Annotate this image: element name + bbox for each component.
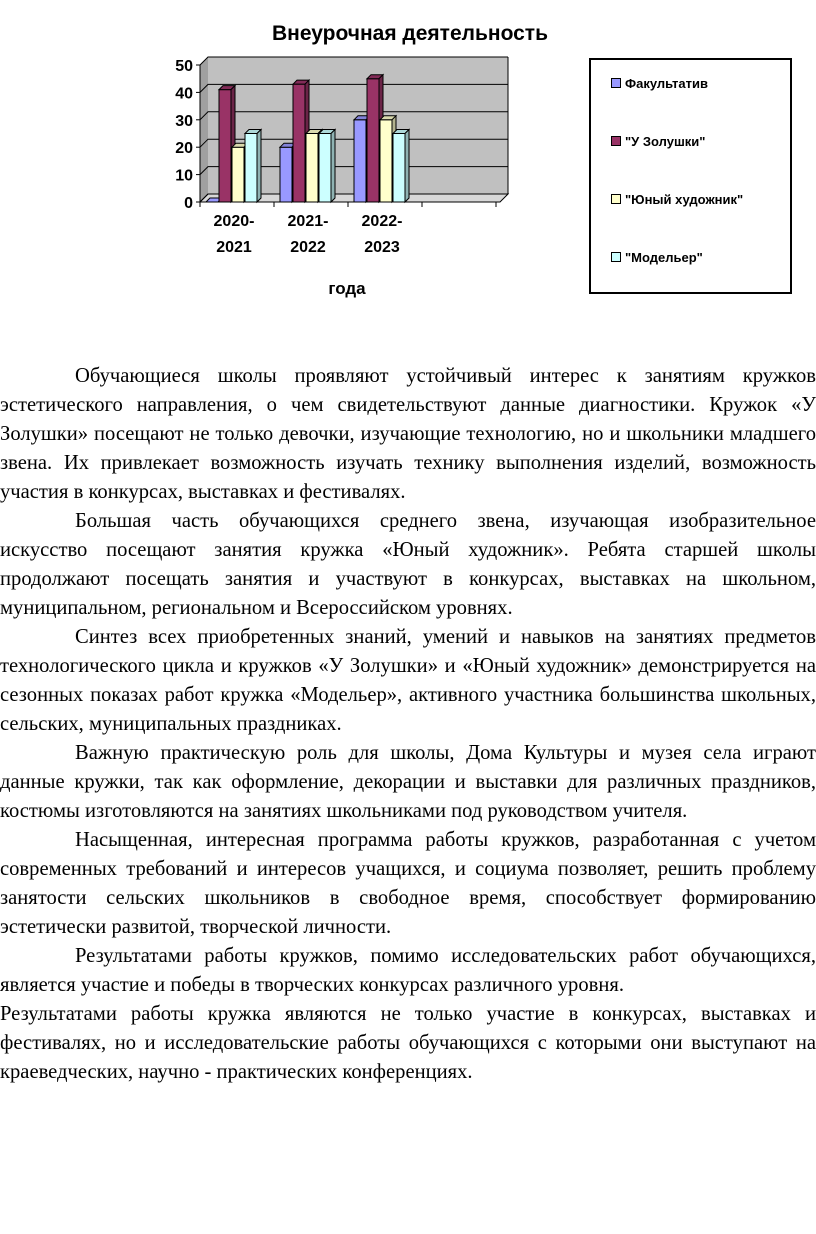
legend-swatch bbox=[611, 194, 621, 204]
x-tick-label: 2021 bbox=[216, 239, 252, 256]
legend-label: "Юный художник" bbox=[625, 192, 744, 207]
x-axis-title: года bbox=[328, 279, 366, 298]
legend-swatch bbox=[611, 136, 621, 146]
legend-item bbox=[611, 192, 743, 207]
y-tick-label: 30 bbox=[175, 112, 193, 130]
plot-side-wall bbox=[200, 57, 208, 202]
x-tick-label: 2021- bbox=[287, 213, 329, 230]
y-tick-label: 10 bbox=[175, 167, 193, 185]
paragraph: Важную практическую роль для школы, Дома Культуры и музея села играют данные кружки, так как оформление, декорации и выставки для различных праздников, костюмы изготовляются на занятиях школьниками под руководством учителя. bbox=[0, 742, 816, 822]
paragraph: Результатами работы кружка являются не только участие в конкурсах, выставках и фестивалях, но и исследовательские работы обучающихся с которыми они выступают на краеведческих, научно - практических конференциях. bbox=[0, 1003, 816, 1083]
bar-side bbox=[405, 130, 409, 203]
y-tick-label: 40 bbox=[175, 85, 193, 103]
x-tick-label: 2022 bbox=[290, 239, 326, 256]
bar-front bbox=[232, 147, 244, 202]
document-body bbox=[0, 362, 816, 1087]
legend-item bbox=[611, 134, 705, 149]
paragraph: Обучающиеся школы проявляют устойчивый интерес к занятиям кружков эстетического направления, о чем свидетельствуют данные диагностики. Кружок «У Золушки» посещают не только девочки, изучающие технологию, но и школьники младшего звена. Их привлекает возможность изучать технику выполнения изделий, возможность участия в конкурсах, выставках и фестивалях. bbox=[0, 365, 816, 503]
legend-item bbox=[611, 250, 703, 265]
bar-front bbox=[354, 120, 366, 202]
legend-swatch bbox=[611, 78, 621, 88]
x-tick-label: 2023 bbox=[364, 239, 400, 256]
chart-title: Внеурочная деятельность bbox=[271, 22, 548, 45]
bar-front bbox=[219, 90, 231, 202]
x-tick-label: 2022- bbox=[361, 213, 403, 230]
chart-figure bbox=[0, 0, 816, 330]
bar-front bbox=[367, 79, 379, 202]
paragraph: Насыщенная, интересная программа работы кружков, разработанная с учетом современных требований и интересов учащихся, и социума позволяет, решить проблему занятости сельских школьников в свободное время, способствует формированию эстетически развитой, творческой личности. bbox=[0, 829, 816, 938]
legend-swatch bbox=[611, 252, 621, 262]
bar-front bbox=[393, 134, 405, 203]
x-tick-label: 2020- bbox=[213, 213, 255, 230]
bar-side bbox=[331, 130, 335, 203]
bar-front bbox=[319, 134, 331, 203]
y-tick-label: 20 bbox=[175, 140, 193, 158]
paragraph: Синтез всех приобретенных знаний, умений и навыков на занятиях предметов технологического цикла и кружков «У Золушки» и «Юный художник» демонстрируется на сезонных показах работ кружка «Модельер», активного участника большинства школьных, сельских, муниципальных праздниках. bbox=[0, 626, 816, 735]
legend-label: "У Золушки" bbox=[625, 134, 706, 149]
y-tick-label: 50 bbox=[175, 58, 193, 75]
legend-item bbox=[611, 76, 708, 91]
bar-front bbox=[280, 147, 292, 202]
bar-front bbox=[306, 134, 318, 203]
paragraph: Результатами работы кружков, помимо исследовательских работ обучающихся, является участие и победы в творческих конкурсах различного уровня. bbox=[0, 945, 816, 996]
y-tick-label: 0 bbox=[184, 195, 193, 212]
bar-front bbox=[245, 134, 257, 203]
legend-label: "Модельер" bbox=[625, 250, 703, 265]
legend-label: Факультатив bbox=[625, 76, 708, 91]
bar-front bbox=[380, 120, 392, 202]
bar-side bbox=[257, 130, 261, 203]
bar-front bbox=[293, 84, 305, 202]
chart-legend bbox=[589, 58, 792, 294]
paragraph: Большая часть обучающихся среднего звена, изучающая изобразительное искусство посещают занятия кружка «Юный художник». Ребята старшей школы продолжают посещать занятия и участвуют в конкурсах, выставках на школьном, муниципальном, региональном и Всероссийском уровнях. bbox=[0, 510, 816, 619]
